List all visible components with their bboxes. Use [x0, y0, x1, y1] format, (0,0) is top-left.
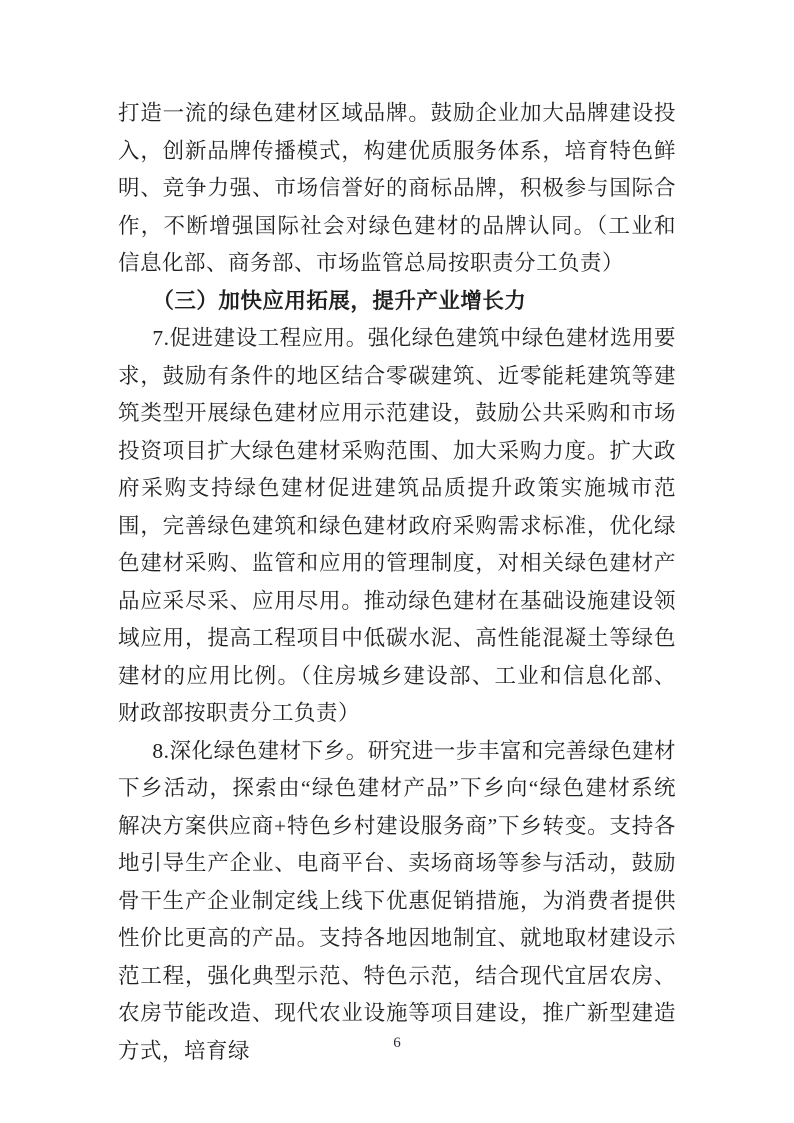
section-heading-3: （三）加快应用拓展，提升产业增长力 [152, 288, 527, 313]
paragraph-item-7: 7.促进建设工程应用。强化绿色建筑中绿色建材选用要求，鼓励有条件的地区结合零碳建筑、近零能耗建筑等建筑类型开展绿色建材应用示范建设，鼓励公共采购和市场投资项目扩大绿色建材采购范围、加大采购力度。扩大政府采购支持绿色建材促进建筑品质提升政策实施城市范围，完善绿色建筑和绿色建材政府采购需求标准，优化绿色建材采购、监管和应用的管理制度，对相关绿色建材产品应采尽采、应用尽用。推动绿色建材在基础设施建设领域应用，提高工程项目中低碳水泥、高性能混凝土等绿色建材的应用比例。（住房城乡建设部、工业和信息化部、财政部按职责分工负责） [118, 326, 676, 725]
page-number: 6 [393, 1035, 401, 1051]
document-body [118, 95, 676, 1070]
paragraph-item-8: 8.深化绿色建材下乡。研究进一步丰富和完善绿色建材下乡活动，探索由“绿色建材产品”下乡向“绿色建材系统解决方案供应商+特色乡村建设服务商”下乡转变。支持各地引导生产企业、电商平台、卖场商场等参与活动，鼓励骨干生产企业制定线上线下优惠促销措施，为消费者提供性价比更高的产品。支持各地因地制宜、就地取材建设示范工程，强化典型示范、特色示范，结合现代宜居农房、农房节能改造、现代农业设施等项目建设，推广新型建造方式，培育绿 [118, 738, 676, 1063]
paragraph-brand-continuation: 打造一流的绿色建材区域品牌。鼓励企业加大品牌建设投入，创新品牌传播模式，构建优质服务体系，培育特色鲜明、竞争力强、市场信誉好的商标品牌，积极参与国际合作，不断增强国际社会对绿色建材的品牌认同。（工业和信息化部、商务部、市场监管总局按职责分工负责） [118, 101, 676, 275]
